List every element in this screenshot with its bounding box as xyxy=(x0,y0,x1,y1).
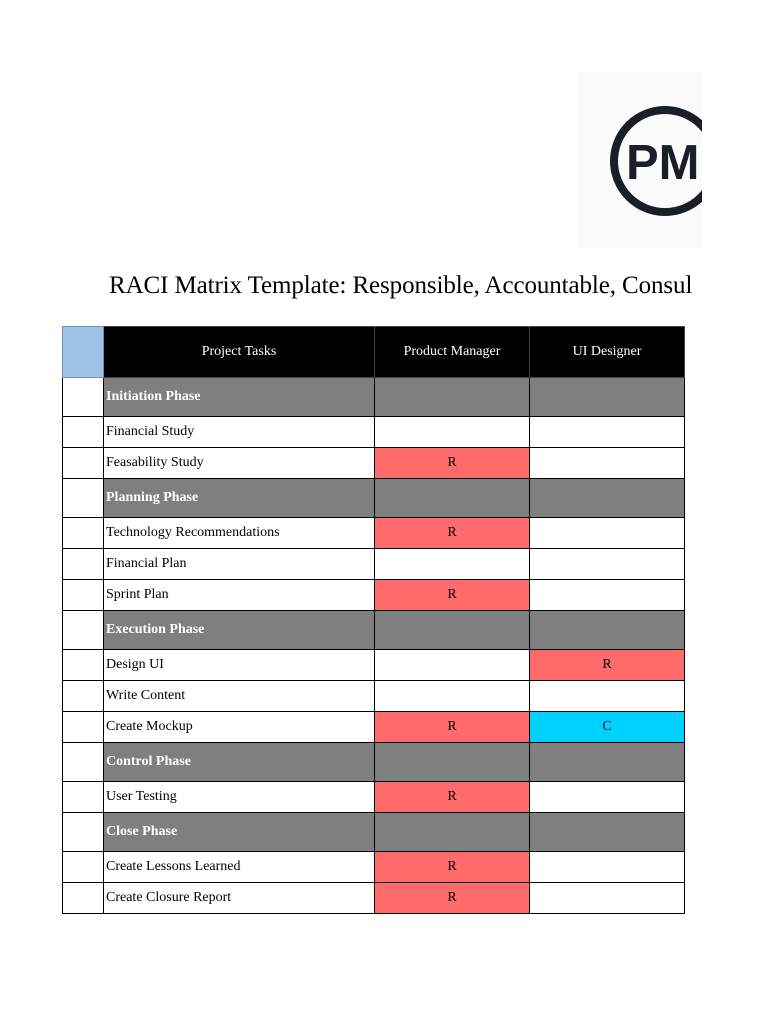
product-manager-cell[interactable] xyxy=(375,378,530,417)
row-marker-cell[interactable] xyxy=(63,743,104,782)
task-name-cell[interactable]: Create Mockup xyxy=(104,712,375,743)
raci-table xyxy=(62,326,685,914)
product-manager-cell[interactable] xyxy=(375,549,530,580)
phase-label-cell[interactable]: Execution Phase xyxy=(104,611,375,650)
task-name-cell[interactable]: Feasability Study xyxy=(104,448,375,479)
ui-designer-cell[interactable] xyxy=(530,782,685,813)
task-name-cell[interactable]: Write Content xyxy=(104,681,375,712)
product-manager-cell[interactable] xyxy=(375,479,530,518)
row-marker-cell[interactable] xyxy=(63,580,104,611)
product-manager-cell[interactable]: R xyxy=(375,518,530,549)
table-row xyxy=(63,883,685,914)
task-name-cell[interactable]: Sprint Plan xyxy=(104,580,375,611)
phase-row xyxy=(63,479,685,518)
phase-label-cell[interactable]: Planning Phase xyxy=(104,479,375,518)
table-row xyxy=(63,782,685,813)
phase-label-cell[interactable]: Control Phase xyxy=(104,743,375,782)
ui-designer-cell[interactable]: R xyxy=(530,650,685,681)
pm-logo-icon xyxy=(578,72,702,248)
row-marker-header[interactable] xyxy=(63,327,104,378)
header-ui-designer[interactable]: UI Designer xyxy=(530,327,685,378)
phase-row xyxy=(63,378,685,417)
row-marker-cell[interactable] xyxy=(63,611,104,650)
ui-designer-cell[interactable] xyxy=(530,378,685,417)
row-marker-cell[interactable] xyxy=(63,681,104,712)
ui-designer-cell[interactable] xyxy=(530,611,685,650)
product-manager-cell[interactable]: R xyxy=(375,782,530,813)
row-marker-cell[interactable] xyxy=(63,549,104,580)
phase-row xyxy=(63,611,685,650)
ui-designer-cell[interactable] xyxy=(530,813,685,852)
ui-designer-cell[interactable] xyxy=(530,883,685,914)
product-manager-cell[interactable] xyxy=(375,650,530,681)
product-manager-cell[interactable]: R xyxy=(375,580,530,611)
task-name-cell[interactable]: Design UI xyxy=(104,650,375,681)
table-row xyxy=(63,852,685,883)
task-name-cell[interactable]: Create Lessons Learned xyxy=(104,852,375,883)
page-title xyxy=(109,268,702,304)
header-project-tasks[interactable]: Project Tasks xyxy=(104,327,375,378)
row-marker-cell[interactable] xyxy=(63,782,104,813)
product-manager-cell[interactable] xyxy=(375,417,530,448)
table-row xyxy=(63,580,685,611)
task-name-cell[interactable]: Financial Study xyxy=(104,417,375,448)
ui-designer-cell[interactable] xyxy=(530,479,685,518)
product-manager-cell[interactable] xyxy=(375,813,530,852)
product-manager-cell[interactable]: R xyxy=(375,883,530,914)
product-manager-cell[interactable] xyxy=(375,681,530,712)
task-name-cell[interactable]: Financial Plan xyxy=(104,549,375,580)
phase-label-cell[interactable]: Close Phase xyxy=(104,813,375,852)
row-marker-cell[interactable] xyxy=(63,883,104,914)
phase-row xyxy=(63,813,685,852)
table-row xyxy=(63,417,685,448)
table-row xyxy=(63,518,685,549)
table-row xyxy=(63,712,685,743)
phase-row xyxy=(63,743,685,782)
row-marker-cell[interactable] xyxy=(63,712,104,743)
ui-designer-cell[interactable] xyxy=(530,580,685,611)
pm-logo xyxy=(578,72,702,248)
product-manager-cell[interactable] xyxy=(375,611,530,650)
table-row xyxy=(63,448,685,479)
ui-designer-cell[interactable] xyxy=(530,448,685,479)
ui-designer-cell[interactable] xyxy=(530,852,685,883)
row-marker-cell[interactable] xyxy=(63,378,104,417)
product-manager-cell[interactable] xyxy=(375,743,530,782)
table-row xyxy=(63,650,685,681)
pm-logo-text: PM xyxy=(626,136,700,190)
ui-designer-cell[interactable] xyxy=(530,681,685,712)
ui-designer-cell[interactable] xyxy=(530,518,685,549)
product-manager-cell[interactable]: R xyxy=(375,712,530,743)
product-manager-cell[interactable]: R xyxy=(375,448,530,479)
task-name-cell[interactable]: Technology Recommendations xyxy=(104,518,375,549)
ui-designer-cell[interactable] xyxy=(530,417,685,448)
table-row xyxy=(63,549,685,580)
ui-designer-cell[interactable] xyxy=(530,743,685,782)
row-marker-cell[interactable] xyxy=(63,852,104,883)
task-name-cell[interactable]: Create Closure Report xyxy=(104,883,375,914)
ui-designer-cell[interactable] xyxy=(530,549,685,580)
product-manager-cell[interactable]: R xyxy=(375,852,530,883)
row-marker-cell[interactable] xyxy=(63,417,104,448)
row-marker-cell[interactable] xyxy=(63,813,104,852)
table-row xyxy=(63,681,685,712)
phase-label-cell[interactable]: Initiation Phase xyxy=(104,378,375,417)
task-name-cell[interactable]: User Testing xyxy=(104,782,375,813)
ui-designer-cell[interactable]: C xyxy=(530,712,685,743)
page-title-text: RACI Matrix Template: Responsible, Accountable, Consul xyxy=(109,272,693,299)
table-header-row xyxy=(63,327,685,378)
row-marker-cell[interactable] xyxy=(63,448,104,479)
header-product-manager[interactable]: Product Manager xyxy=(375,327,530,378)
row-marker-cell[interactable] xyxy=(63,650,104,681)
row-marker-cell[interactable] xyxy=(63,518,104,549)
row-marker-cell[interactable] xyxy=(63,479,104,518)
